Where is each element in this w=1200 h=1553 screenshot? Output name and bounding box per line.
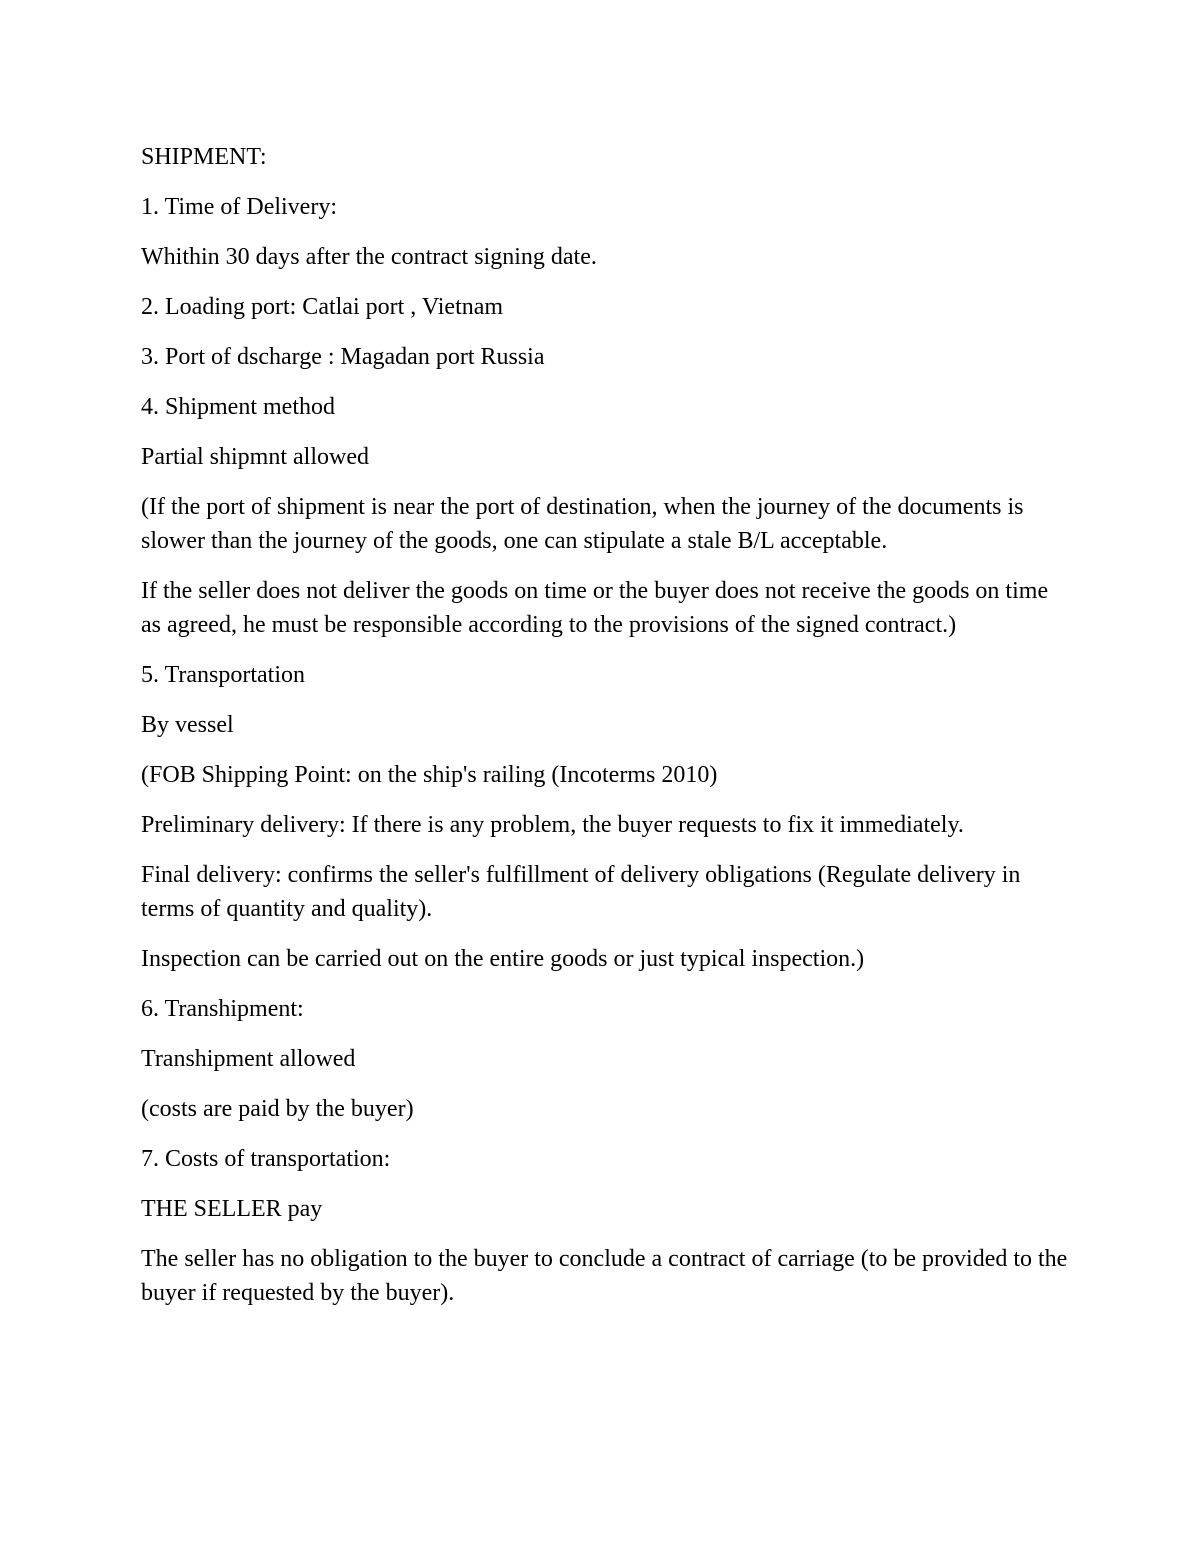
item-time-of-delivery: 1. Time of Delivery: [141,194,337,220]
paragraph: Whithin 30 days after the contract signing date. [141,244,597,270]
paragraph: (FOB Shipping Point: on the ship's railing (Incoterms 2010) [141,762,718,788]
paragraph: The seller has no obligation to the buyer to conclude a contract of carriage (to be provided to the buyer if requested by the buyer). [141,1246,1068,1306]
paragraph: (costs are paid by the buyer) [141,1096,414,1122]
paragraph: THE SELLER pay [141,1196,323,1222]
item-costs-of-transportation: 7. Costs of transportation: [141,1146,391,1172]
item-transportation: 5. Transportation [141,662,306,688]
paragraph: Final delivery: confirms the seller's fulfillment of delivery obligations (Regulate delivery in terms of quantity and quality). [141,862,1021,922]
paragraph: Partial shipmnt allowed [141,444,369,470]
section-heading: SHIPMENT: [141,144,267,170]
document-body [141,140,1071,1326]
paragraph: By vessel [141,712,234,738]
paragraph: (If the port of shipment is near the port of destination, when the journey of the documents is slower than the journey of the goods, one can stipulate a stale B/L acceptable. [141,494,1024,554]
item-shipment-method: 4. Shipment method [141,394,335,420]
paragraph: Transhipment allowed [141,1046,356,1072]
item-port-of-discharge: 3. Port of dscharge : Magadan port Russia [141,344,545,370]
item-loading-port: 2. Loading port: Catlai port , Vietnam [141,294,504,320]
paragraph: Preliminary delivery: If there is any problem, the buyer requests to fix it immediately. [141,812,964,838]
item-transhipment: 6. Transhipment: [141,996,304,1022]
paragraph: If the seller does not deliver the goods on time or the buyer does not receive the goods on time as agreed, he must be responsible according to the provisions of the signed contract.) [141,578,1049,638]
paragraph: Inspection can be carried out on the entire goods or just typical inspection.) [141,946,865,972]
